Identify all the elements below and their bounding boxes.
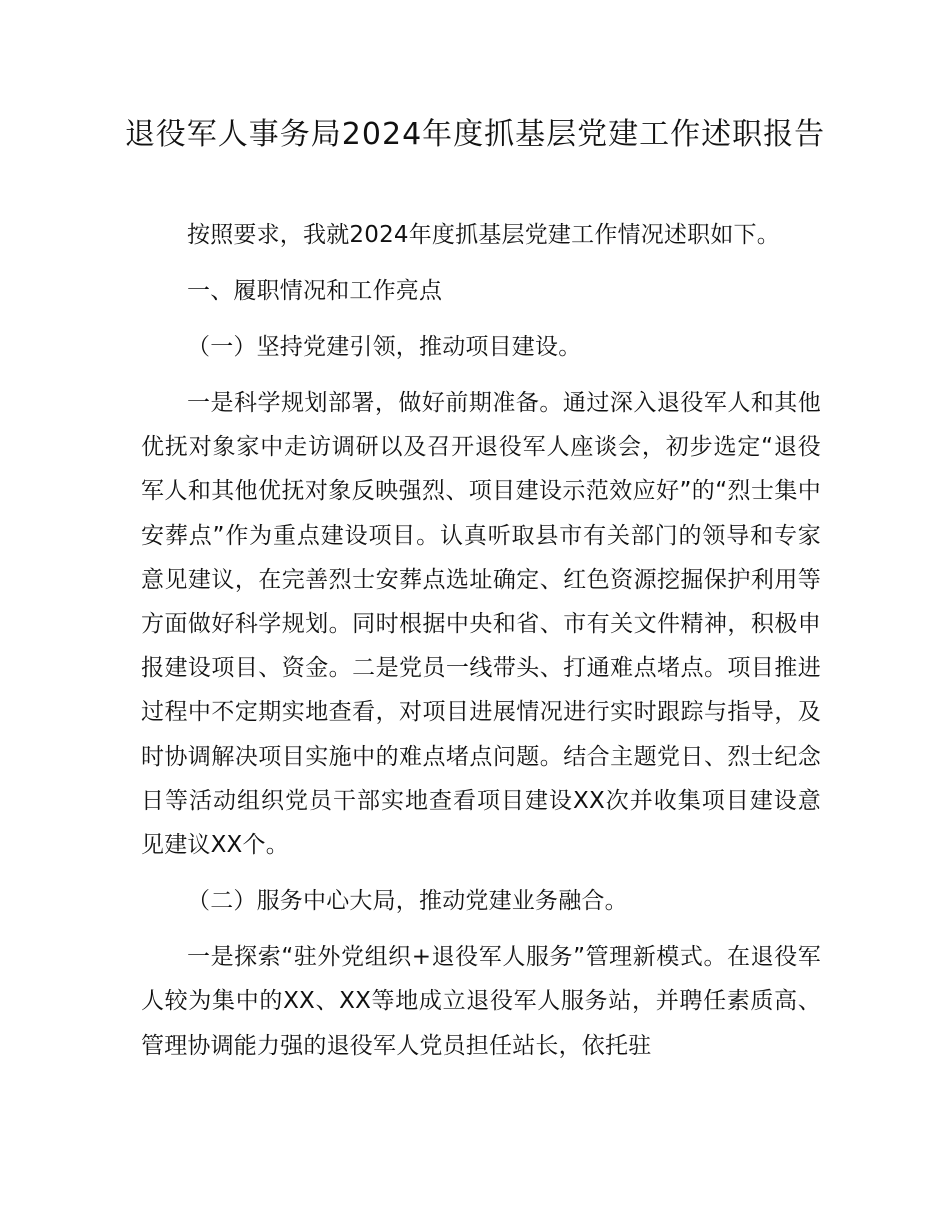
paragraph-intro: 按照要求，我就2024年度抓基层党建工作情况述职如下。 (187, 222, 780, 248)
paragraph-service-model: 一是探索“驻外党组织+退役军人服务”管理新模式。在退役军人较为集中的XX、XX等地成立退役军人服务站，并聘任素质高、管理协调能力强的退役军人党员担任站长，依托驻 (141, 944, 821, 1059)
paragraph-project-planning: 一是科学规划部署，做好前期准备。通过深入退役军人和其他优抚对象家中走访调研以及召开退役军人座谈会，初步选定“退役军人和其他优抚对象反映强烈、项目建设示范效应好”的“烈士集中安葬点”作为重点建设项目。认真听取县市有关部门的领导和专家意见建议，在完善烈士安葬点选址确定、红色资源挖掘保护利用等方面做好科学规划。同时根据中央和省、市有关文件精神，积极申报建设项目、资金。二是党员一线带头、打通难点堵点。项目推进过程中不定期实地查看，对项目进展情况进行实时跟踪与指导，及时协调解决项目实施中的难点堵点问题。结合主题党日、烈士纪念日等活动组织党员干部实地查看项目建设XX次并收集项目建设意见建议XX个。 (141, 390, 821, 859)
section-heading: 一、履职情况和工作亮点 (187, 278, 443, 304)
subsection-heading-2: （二）服务中心大局，推动党建业务融合。 (187, 888, 628, 915)
subsection-heading-1: （一）坚持党建引领，推动项目建设。 (187, 334, 582, 360)
document-body (141, 213, 821, 1080)
document-title: 退役军人事务局2024年度抓基层党建工作述职报告 (124, 117, 826, 152)
